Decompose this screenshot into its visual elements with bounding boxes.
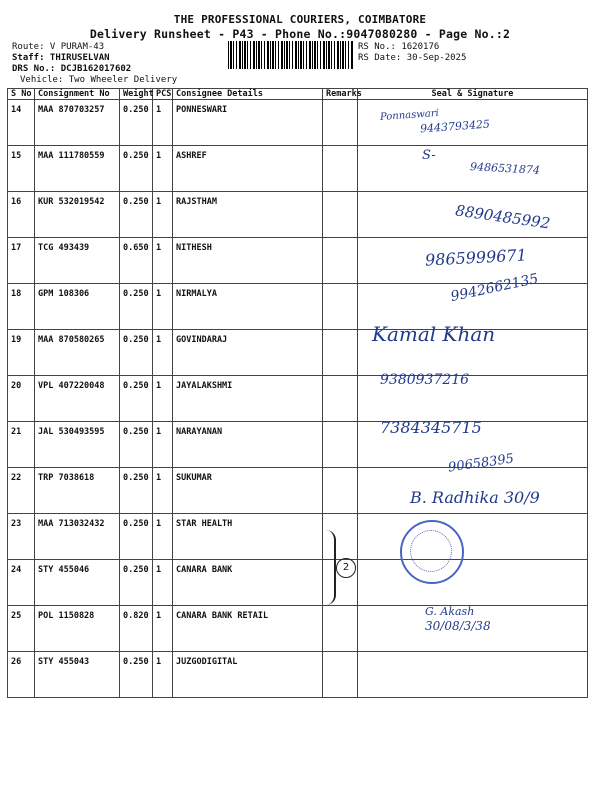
table-header-row (8, 89, 588, 100)
cell-pcs: 1 (153, 514, 173, 560)
bank-seal-stamp (400, 520, 464, 584)
cell-sno: 25 (8, 606, 35, 652)
cell-remarks (323, 606, 358, 652)
cell-consignment: KUR 532019542 (35, 192, 120, 238)
rs-number: RS No.: 1620176 (358, 42, 440, 52)
cell-weight: 0.250 (120, 514, 153, 560)
cell-consignee: SUKUMAR (173, 468, 323, 514)
cell-consignment: TRP 7038618 (35, 468, 120, 514)
cell-consignee: STAR HEALTH (173, 514, 323, 560)
cell-signature (358, 560, 588, 606)
cell-sno: 21 (8, 422, 35, 468)
cell-remarks (323, 100, 358, 146)
cell-pcs: 1 (153, 652, 173, 698)
col-signature: Seal & Signature (358, 89, 588, 100)
cell-weight: 0.250 (120, 330, 153, 376)
rs-date: RS Date: 30-Sep-2025 (358, 53, 467, 63)
cell-signature (358, 652, 588, 698)
cell-remarks (323, 422, 358, 468)
cell-consignee: RAJSTHAM (173, 192, 323, 238)
cell-consignment: MAA 713032432 (35, 514, 120, 560)
signature-26: G. Akash (425, 605, 475, 618)
cell-consignee: CANARA BANK RETAIL (173, 606, 323, 652)
phone-16: 8890485992 (454, 201, 552, 233)
cell-weight: 0.250 (120, 376, 153, 422)
col-remarks: Remarks (323, 89, 358, 100)
col-pcs: PCS (153, 89, 173, 100)
signature-19: Kamal Khan (372, 322, 496, 346)
cell-pcs: 1 (153, 468, 173, 514)
circled-count: 2 (336, 558, 356, 578)
cell-weight: 0.650 (120, 238, 153, 284)
cell-consignee: NARAYANAN (173, 422, 323, 468)
cell-sno: 20 (8, 376, 35, 422)
cell-pcs: 1 (153, 238, 173, 284)
cell-sno: 18 (8, 284, 35, 330)
cell-consignment: STY 455046 (35, 560, 120, 606)
col-sno: S No (8, 89, 35, 100)
cell-pcs: 1 (153, 284, 173, 330)
phone-17: 9865999671 (424, 245, 528, 270)
runsheet-subtitle: Delivery Runsheet - P43 - Phone No.:9047080280 - Page No.:2 (89, 27, 511, 41)
cell-sno: 14 (8, 100, 35, 146)
cell-sno: 24 (8, 560, 35, 606)
vehicle-label: Vehicle: Two Wheeler Delivery (20, 75, 178, 85)
cell-consignment: TCG 493439 (35, 238, 120, 284)
cell-sno: 26 (8, 652, 35, 698)
cell-consignee: NIRMALYA (173, 284, 323, 330)
cell-remarks (323, 192, 358, 238)
cell-consignment: MAA 870580265 (35, 330, 120, 376)
cell-sno: 22 (8, 468, 35, 514)
route-label: Route: V PURAM-43 (12, 42, 105, 52)
table-row (8, 514, 588, 560)
table-row (8, 652, 588, 698)
cell-remarks (323, 376, 358, 422)
cell-consignee: JAYALAKSHMI (173, 376, 323, 422)
cell-consignee: ASHREF (173, 146, 323, 192)
table-row (8, 376, 588, 422)
col-consignment: Consignment No (35, 89, 120, 100)
cell-sno: 23 (8, 514, 35, 560)
cell-remarks (323, 468, 358, 514)
cell-consignment: MAA 111780559 (35, 146, 120, 192)
signature-15: S- (422, 148, 436, 163)
phone-20: 9380937216 (380, 372, 470, 388)
cell-consignment: JAL 530493595 (35, 422, 120, 468)
signature-23: B. Radhika 30/9 (410, 488, 540, 507)
cell-sno: 17 (8, 238, 35, 284)
col-weight: Weight (120, 89, 153, 100)
cell-remarks (323, 652, 358, 698)
cell-signature (358, 514, 588, 560)
cell-remarks (323, 238, 358, 284)
cell-sno: 19 (8, 330, 35, 376)
cell-consignment: VPL 407220048 (35, 376, 120, 422)
cell-pcs: 1 (153, 606, 173, 652)
phone-18: 9942662135 (449, 270, 540, 306)
phone-15: 9486531874 (469, 160, 541, 177)
bracket-mark (322, 530, 336, 605)
cell-consignment: GPM 108306 (35, 284, 120, 330)
cell-weight: 0.820 (120, 606, 153, 652)
cell-consignee: GOVINDARAJ (173, 330, 323, 376)
cell-pcs: 1 (153, 422, 173, 468)
table-row (8, 560, 588, 606)
barcode-image (228, 41, 354, 69)
cell-pcs: 1 (153, 560, 173, 606)
cell-consignee: NITHESH (173, 238, 323, 284)
phone-22: 90658395 (447, 451, 515, 476)
cell-weight: 0.250 (120, 284, 153, 330)
table-row (8, 100, 588, 146)
phone-14: 9443793425 (419, 117, 491, 136)
cell-remarks (323, 146, 358, 192)
cell-weight: 0.250 (120, 422, 153, 468)
cell-pcs: 1 (153, 330, 173, 376)
company-title: THE PROFESSIONAL COURIERS, COIMBATORE (173, 13, 427, 26)
drs-label: DRS No.: DCJB162017602 (12, 64, 132, 74)
cell-pcs: 1 (153, 146, 173, 192)
cell-remarks (323, 284, 358, 330)
cell-weight: 0.250 (120, 468, 153, 514)
cell-pcs: 1 (153, 100, 173, 146)
cell-consignee: PONNESWARI (173, 100, 323, 146)
cell-weight: 0.250 (120, 560, 153, 606)
cell-consignment: STY 455043 (35, 652, 120, 698)
cell-pcs: 1 (153, 376, 173, 422)
signature-14: Ponnaswari (379, 107, 440, 124)
table-row (8, 330, 588, 376)
cell-remarks (323, 330, 358, 376)
cell-weight: 0.250 (120, 192, 153, 238)
date-26: 30/08/3/38 (425, 619, 491, 633)
cell-consignment: MAA 870703257 (35, 100, 120, 146)
cell-consignee: JUZGODIGITAL (173, 652, 323, 698)
phone-21: 7384345715 (380, 418, 482, 437)
cell-pcs: 1 (153, 192, 173, 238)
cell-consignee: CANARA BANK (173, 560, 323, 606)
cell-weight: 0.250 (120, 100, 153, 146)
table-row (8, 606, 588, 652)
cell-weight: 0.250 (120, 146, 153, 192)
runsheet-table (7, 88, 588, 698)
cell-sno: 15 (8, 146, 35, 192)
staff-label: Staff: THIRUSELVAN (12, 53, 110, 63)
col-consignee: Consignee Details (173, 89, 323, 100)
cell-consignment: POL 1150828 (35, 606, 120, 652)
cell-sno: 16 (8, 192, 35, 238)
cell-weight: 0.250 (120, 652, 153, 698)
